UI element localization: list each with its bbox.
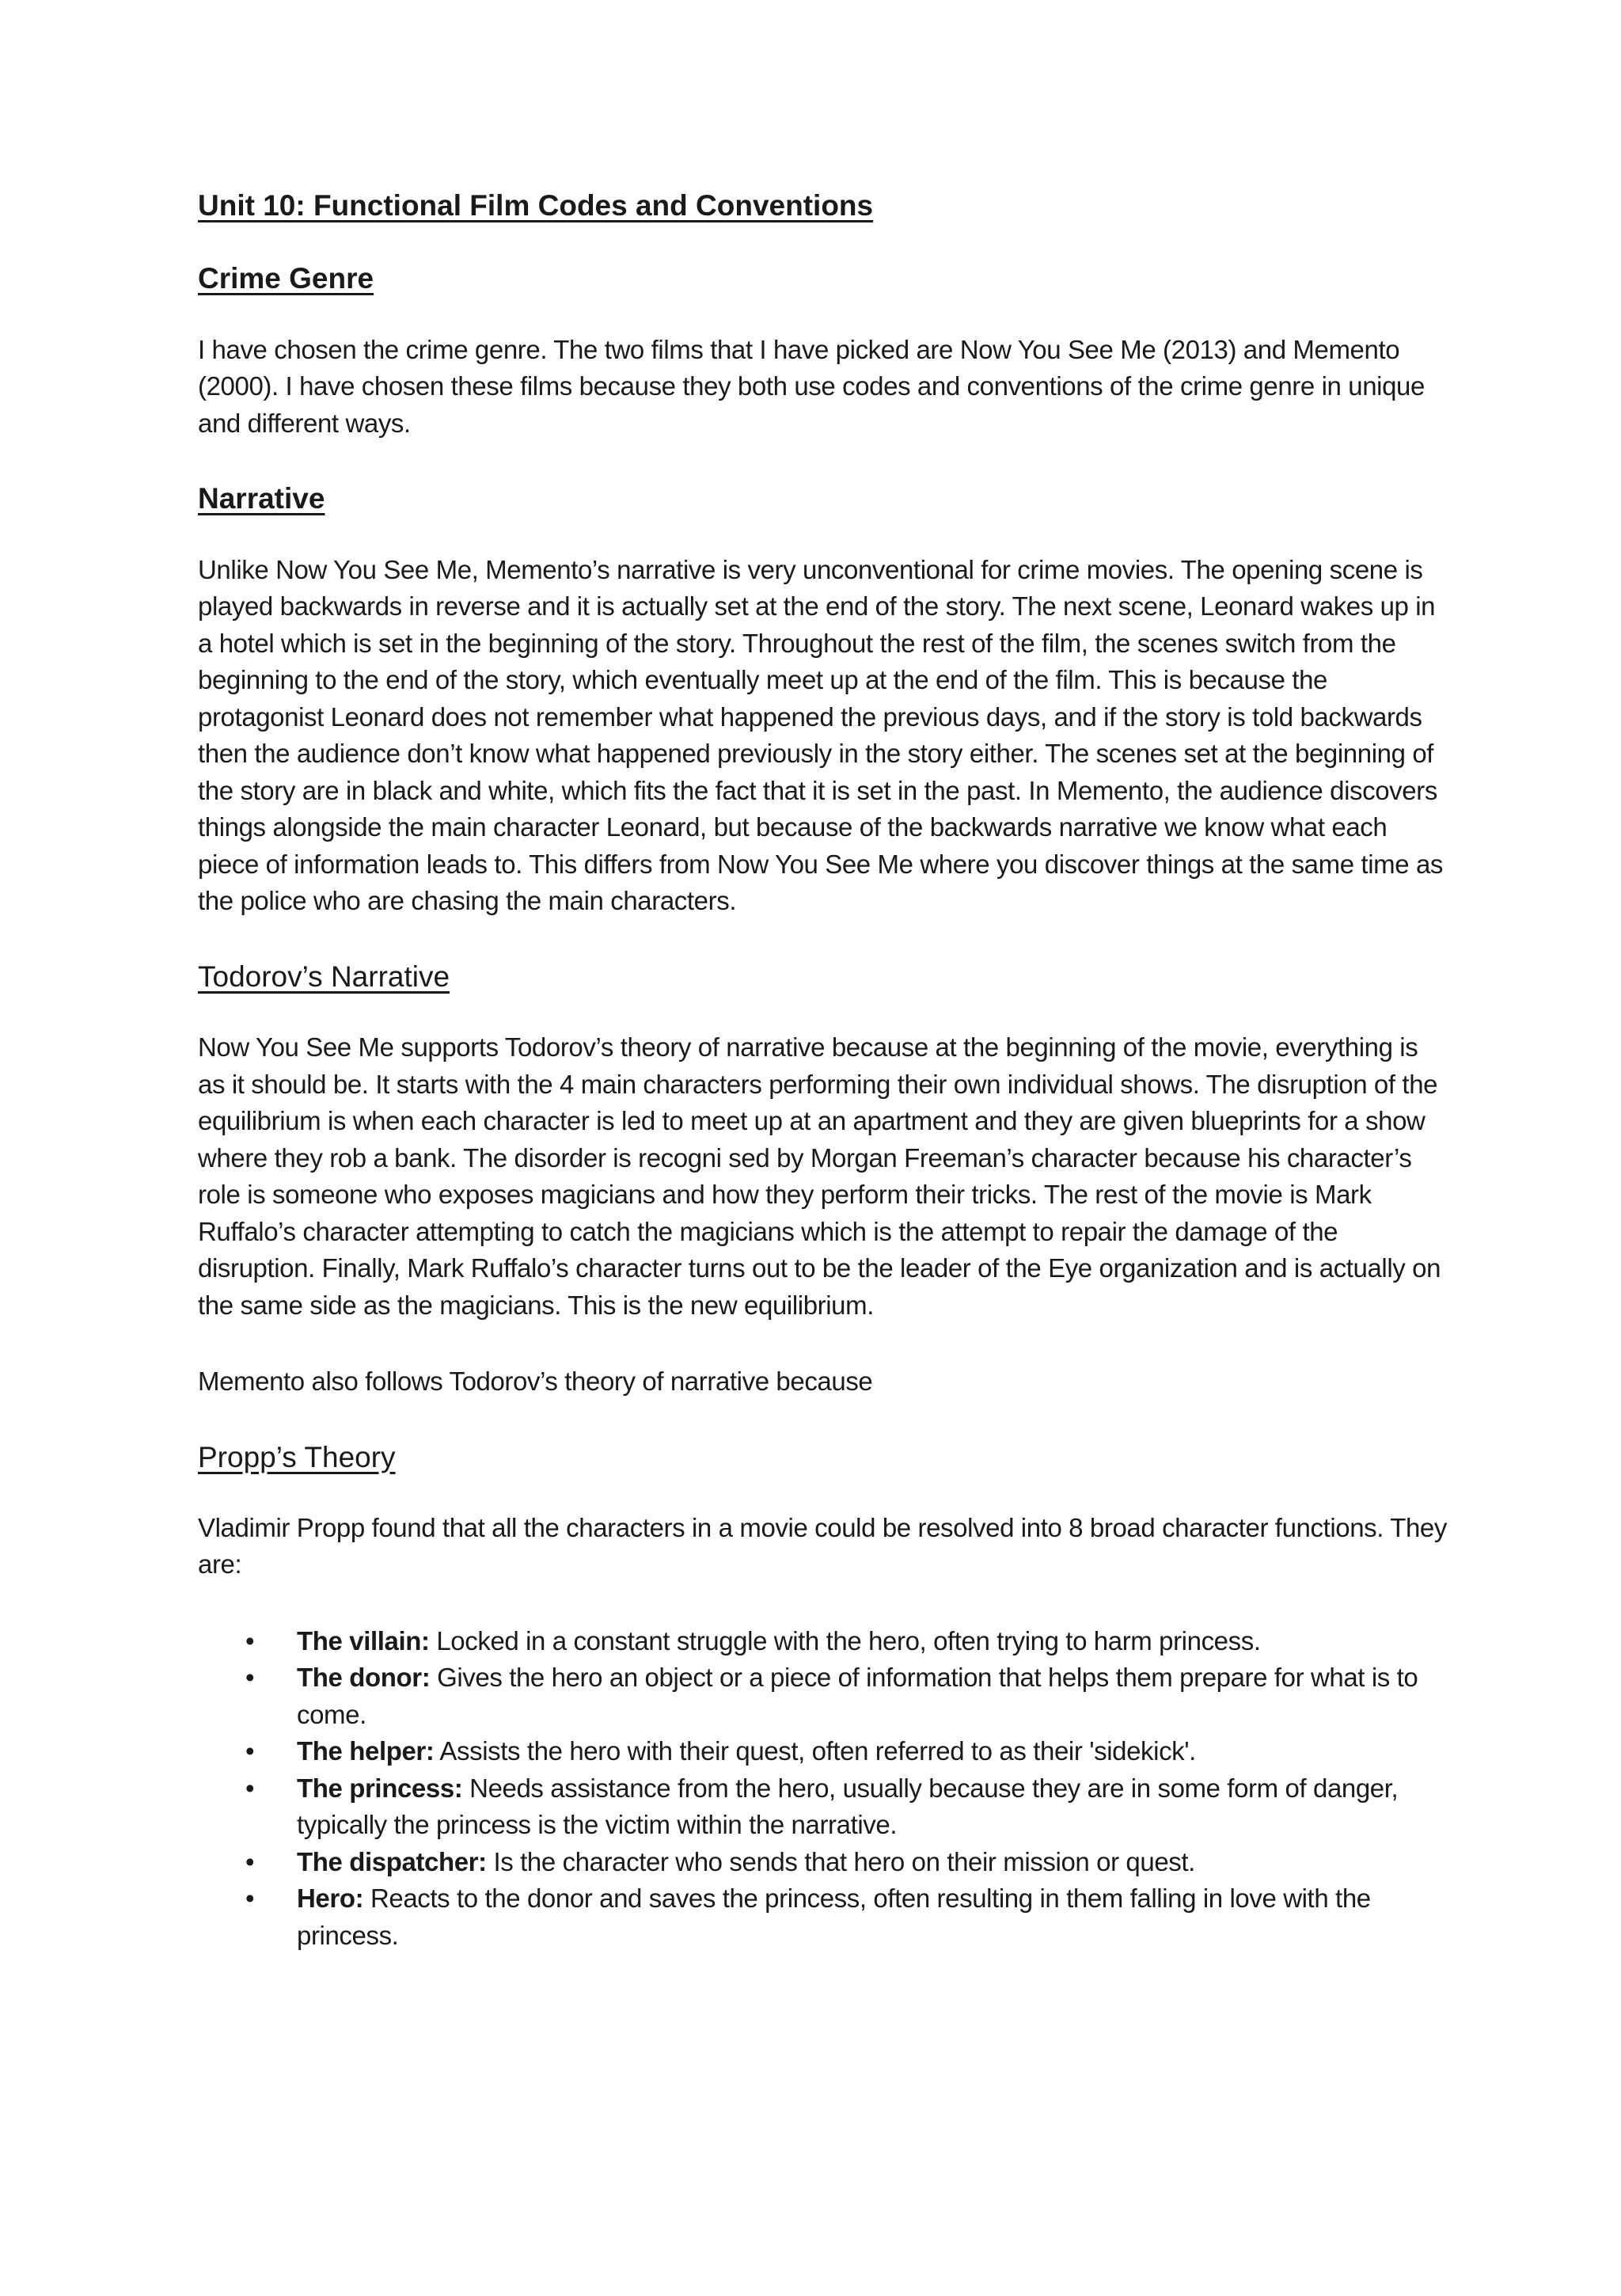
heading-crime-genre: Crime Genre	[198, 262, 374, 295]
list-item	[198, 1659, 1448, 1733]
section-narrative	[198, 481, 1448, 919]
function-description: Is the character who sends that hero on their mission or quest.	[486, 1846, 1195, 1876]
bullet-icon: •	[245, 1846, 255, 1876]
character-functions-list	[198, 1623, 1448, 1955]
list-item	[198, 1844, 1448, 1881]
function-description: Needs assistance from the hero, usually because they are in some form of danger, typically the princess is the victim within the narrative.	[297, 1773, 1399, 1840]
list-item	[198, 1880, 1448, 1954]
bullet-icon: •	[245, 1625, 255, 1655]
bullet-icon: •	[245, 1736, 255, 1766]
function-term: The princess:	[297, 1773, 463, 1803]
paragraph-propp-intro: Vladimir Propp found that all the characters in a movie could be resolved into 8 broad character functions. They are:	[198, 1512, 1447, 1579]
paragraph-crime-genre: I have chosen the crime genre. The two films that I have picked are Now You See Me (2013) and Memento (2000). I have chosen these films because they both use codes and conventions of the crime genre in unique and different ways.	[198, 334, 1425, 438]
section-propp	[198, 1440, 1448, 1955]
heading-todorov: Todorov’s Narrative	[198, 960, 450, 993]
list-item	[198, 1770, 1448, 1844]
list-item	[198, 1623, 1448, 1660]
document-page	[198, 188, 1448, 1954]
paragraph-todorov-1: Now You See Me supports Todorov’s theory of narrative because at the beginning of the movie, everything is as it should be. It starts with the 4 main characters performing their own individual shows. The disruption of the equilibrium is when each character is led to meet up at an apartment and they are given blueprints for a show where they rob a bank. The disorder is recogni sed by Morgan Freeman’s character because his character’s role is someone who exposes magicians and how they perform their tricks. The rest of the movie is Mark Ruffalo’s character attempting to catch the magicians which is the attempt to repair the damage of the disruption. Finally, Mark Ruffalo’s character turns out to be the leader of the Eye organization and is actually on the same side as the magicians. This is the new equilibrium.	[198, 1032, 1441, 1320]
function-term: The helper:	[297, 1736, 435, 1766]
function-term: Hero:	[297, 1884, 364, 1914]
function-description: Reacts to the donor and saves the princess, often resulting in them falling in love with the princess.	[297, 1884, 1371, 1950]
function-description: Gives the hero an object or a piece of information that helps them prepare for what is to come.	[297, 1663, 1418, 1729]
bullet-icon: •	[245, 1663, 255, 1693]
function-term: The donor:	[297, 1663, 431, 1693]
section-crime-genre	[198, 261, 1448, 442]
function-term: The dispatcher:	[297, 1846, 487, 1876]
section-todorov	[198, 960, 1448, 1401]
heading-narrative: Narrative	[198, 482, 325, 515]
paragraph-todorov-2: Memento also follows Todorov’s theory of narrative because	[198, 1367, 873, 1397]
bullet-icon: •	[245, 1884, 255, 1914]
list-item	[198, 1733, 1448, 1770]
function-term: The villain:	[297, 1625, 430, 1655]
paragraph-narrative: Unlike Now You See Me, Memento’s narrative is very unconventional for crime movies. The opening scene is played backwards in reverse and it is actually set at the end of the story. The next scene, Leonard wakes up in a hotel which is set in the beginning of the story. Throughout the rest of the film, the scenes switch from the beginning to the end of the story, which eventually meet up at the end of the film. This is because the protagonist Leonard does not remember what happened the previous days, and if the story is told backwards then the audience don’t know what happened previously in the story either. The scenes set at the beginning of the story are in black and white, which fits the fact that it is set in the past. In Memento, the audience discovers things alongside the main character Leonard, but because of the backwards narrative we know what each piece of information leads to. This differs from Now You See Me where you discover things at the same time as the police who are chasing the main characters.	[198, 554, 1443, 916]
bullet-icon: •	[245, 1773, 255, 1803]
function-description: Assists the hero with their quest, often referred to as their 'sidekick'.	[434, 1736, 1196, 1766]
function-description: Locked in a constant struggle with the hero, often trying to harm princess.	[429, 1625, 1261, 1655]
document-title: Unit 10: Functional Film Codes and Conventions	[198, 189, 874, 222]
heading-propp: Propp’s Theory	[198, 1440, 396, 1473]
